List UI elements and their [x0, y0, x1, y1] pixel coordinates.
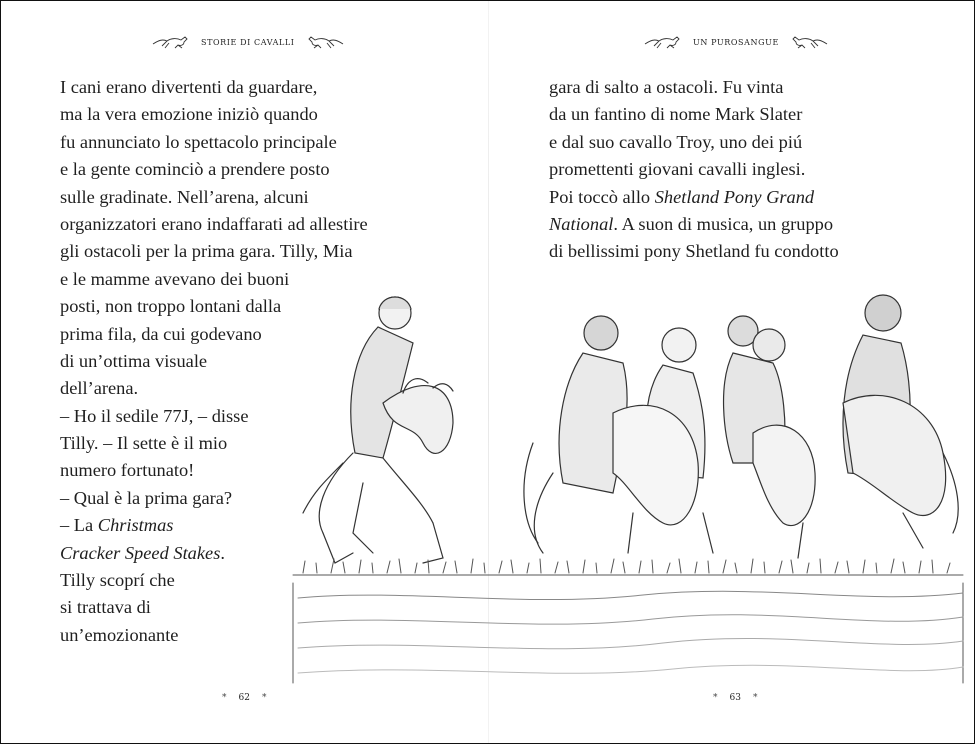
text-line: – La Christmas [60, 515, 174, 536]
text-line: Tilly scoprí che [60, 570, 175, 591]
star-ornament-icon: * [261, 693, 267, 703]
galloping-horse-icon [305, 34, 345, 50]
text-line: e le mamme avevano dei buoni [60, 268, 290, 289]
right-running-head [643, 29, 829, 55]
text-line: dell’arena. [60, 378, 139, 399]
text-line: e dal suo cavallo Troy, uno dei piú [549, 131, 803, 152]
galloping-horse-icon [151, 34, 191, 50]
star-ornament-icon: * [752, 693, 758, 703]
text-line: da un fantino di nome Mark Slater [549, 104, 803, 125]
text-line: posti, non troppo lontani dalla [60, 296, 282, 317]
text-line: di un’ottima visuale [60, 350, 208, 371]
text-line: fu annunciato lo spettacolo principale [60, 131, 337, 152]
right-page-body [549, 74, 839, 266]
text-line: numero fortunato! [60, 460, 195, 481]
race-title-italic: Christmas [97, 515, 174, 536]
text-line: un’emozionante [60, 624, 179, 645]
galloping-horse-icon [789, 34, 829, 50]
text-line: gli ostacoli per la prima gara. Tilly, Mia [60, 241, 353, 262]
race-title-italic: Cracker Speed Stakes [60, 542, 221, 563]
race-title-italic: National [549, 213, 614, 234]
page-number: 63 [729, 693, 741, 703]
text-line: si trattava di [60, 597, 151, 618]
right-page-number [713, 693, 757, 703]
text-line: e la gente cominciò a prendere posto [60, 159, 330, 180]
text-line: – Ho il sedile 77J, – disse [60, 405, 249, 426]
pony-race-illustration [283, 283, 973, 703]
text-line: I cani erano divertenti da guardare, [60, 77, 318, 97]
text-line: Tilly. – Il sette è il mio [60, 433, 228, 454]
running-head-title: UN PUROSANGUE [693, 37, 779, 47]
running-head-title: STORIE DI CAVALLI [201, 37, 295, 47]
left-page-body [60, 74, 368, 649]
text-line: – Qual è la prima gara? [60, 487, 233, 508]
text-line: Cracker Speed Stakes. [60, 542, 225, 563]
page-number: 62 [238, 693, 250, 703]
text-line: Poi toccò allo Shetland Pony Grand [549, 186, 815, 207]
text-line: di bellissimi pony Shetland fu condotto [549, 241, 839, 262]
left-page-number [222, 693, 266, 703]
text-line: promettenti giovani cavalli inglesi. [549, 159, 806, 180]
center-jockeys-ponies [524, 295, 958, 558]
text-line: organizzatori erano indaffarati ad allestire [60, 213, 368, 234]
left-running-head [151, 29, 345, 55]
text-line: ma la vera emozione iniziò quando [60, 104, 318, 125]
star-ornament-icon: * [222, 693, 227, 703]
galloping-horse-icon [643, 34, 683, 50]
race-title-italic: Shetland Pony Grand [654, 186, 815, 207]
star-ornament-icon: * [713, 693, 718, 703]
text-line: sulle gradinate. Nell’arena, alcuni [60, 186, 309, 207]
text-line: gara di salto a ostacoli. Fu vinta [549, 77, 784, 97]
text-line: prima fila, da cui godevano [60, 323, 262, 344]
brush-fence [293, 559, 963, 683]
text-line: National. A suon di musica, un gruppo [549, 213, 834, 234]
